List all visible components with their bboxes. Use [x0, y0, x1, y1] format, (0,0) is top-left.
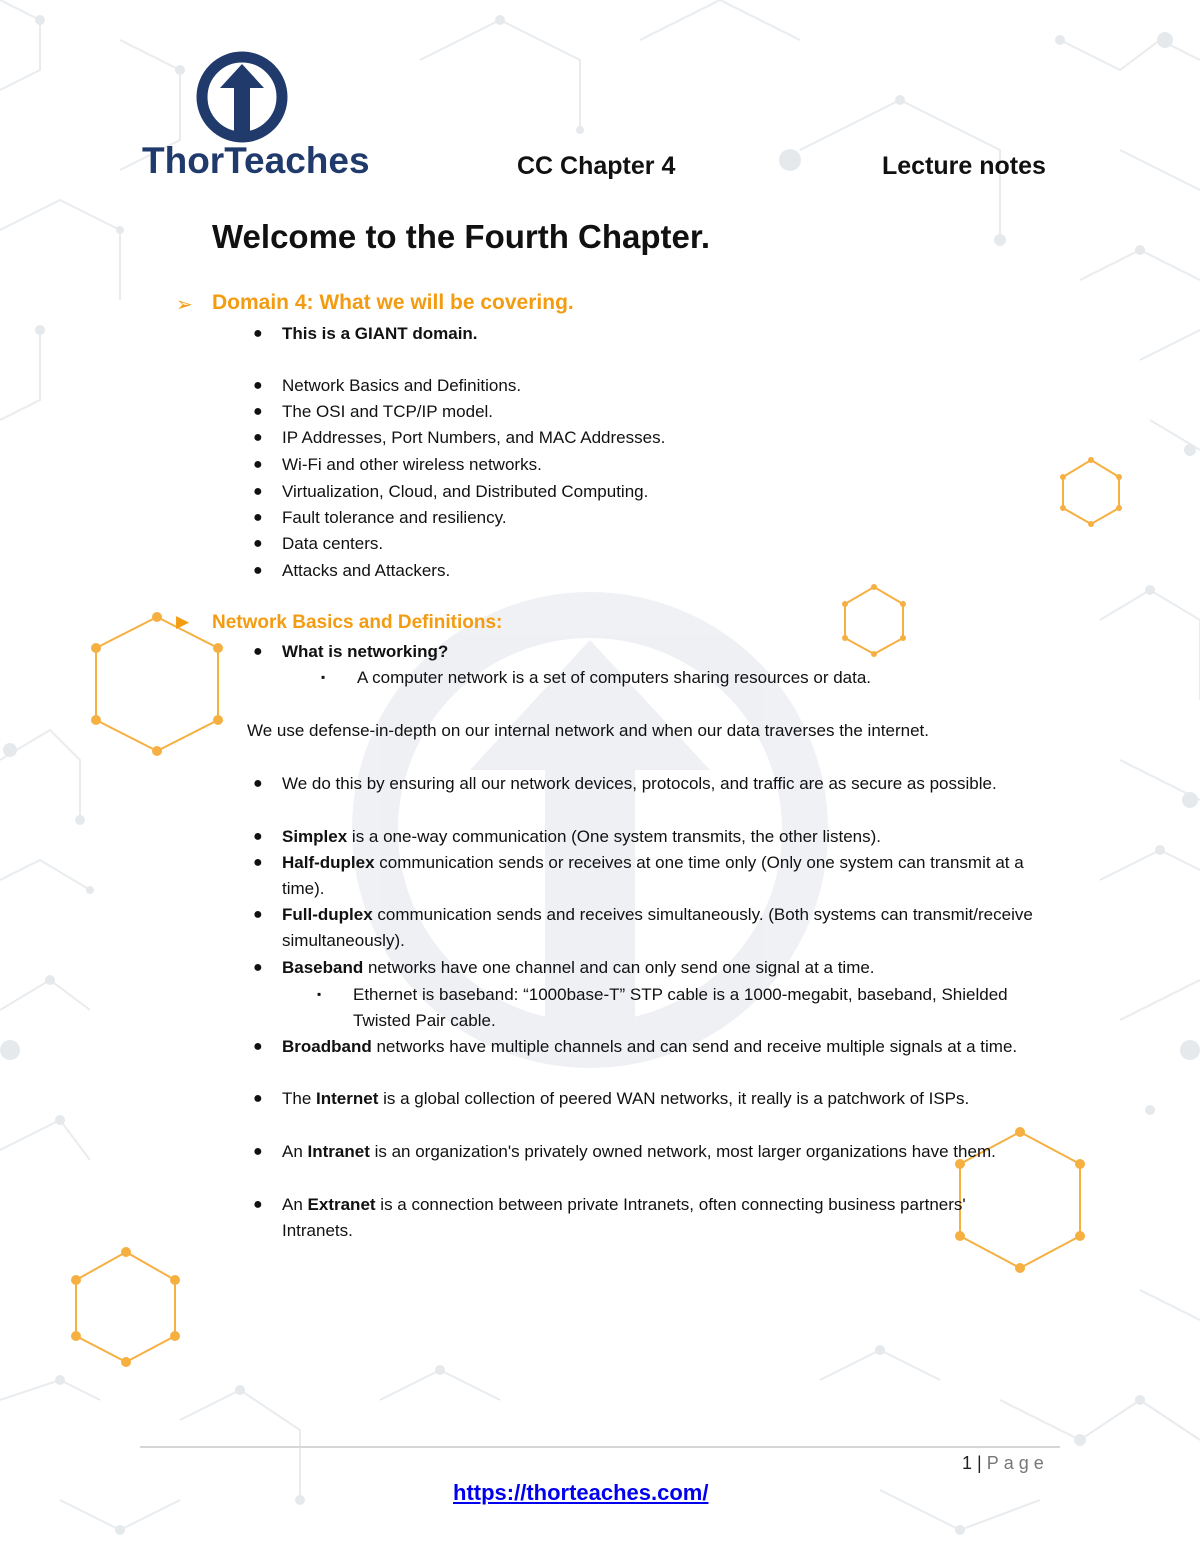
list-item: ● This is a GIANT domain.	[282, 321, 478, 347]
bullet-icon: ●	[253, 509, 263, 526]
list-item: ● What is networking?	[282, 639, 448, 665]
bullet-icon: ●	[253, 828, 263, 845]
list-item: ● Simplex is a one-way communication (One system transmits, the other listens).	[282, 824, 1042, 850]
sub-list-item: ▪ Ethernet is baseband: “1000base-T” STP cable is a 1000-megabit, baseband, Shielded Twisted Pair cable.	[353, 982, 1043, 1034]
list-item: ● Virtualization, Cloud, and Distributed Computing.	[282, 479, 648, 505]
bullet-icon: ●	[253, 429, 263, 446]
arrow-bullet-icon: ➢	[176, 294, 193, 316]
list-item: ● Half-duplex communication sends or receives at one time only (Only one system can transmit at a time).	[282, 850, 1042, 902]
bullet-icon: ●	[253, 562, 263, 579]
bullet-icon: ●	[253, 535, 263, 552]
list-item: ● Data centers.	[282, 531, 383, 557]
list-item: ● Fault tolerance and resiliency.	[282, 505, 507, 531]
bullet-icon: ●	[253, 377, 263, 394]
bullet-icon: ●	[253, 456, 263, 473]
bullet-icon: ●	[253, 1090, 263, 1107]
bullet-icon: ●	[253, 959, 263, 976]
bullet-icon: ●	[253, 906, 263, 923]
chapter-label: CC Chapter 4	[517, 152, 676, 180]
list-item: ● The OSI and TCP/IP model.	[282, 399, 493, 425]
list-item: ● Wi-Fi and other wireless networks.	[282, 452, 542, 478]
logo-text: ThorTeaches	[142, 140, 370, 181]
website-link[interactable]: https://thorteaches.com/	[453, 1480, 709, 1505]
square-bullet-icon: ▪	[317, 987, 322, 1001]
section-heading-domain4: ➢ Domain 4: What we will be covering.	[176, 291, 574, 316]
list-item: ● The Internet is a global collection of peered WAN networks, it really is a patchwork of ISPs.	[282, 1086, 1047, 1112]
page-title: Welcome to the Fourth Chapter.	[212, 218, 711, 255]
doc-type-label: Lecture notes	[882, 152, 1046, 180]
list-item: ● Attacks and Attackers.	[282, 558, 450, 584]
list-item: ● Broadband networks have multiple channels and can send and receive multiple signals at a time.	[282, 1034, 1052, 1060]
bullet-icon: ●	[253, 854, 263, 871]
list-item: ● Full-duplex communication sends and receives simultaneously. (Both systems can transmit/receive simultaneously).	[282, 902, 1042, 954]
list-item: ● An Intranet is an organization's privately owned network, most larger organizations have them.	[282, 1139, 1027, 1165]
up-arrow-circle-icon	[140, 50, 380, 145]
list-item: ● An Extranet is a connection between private Intranets, often connecting business partners' Intranets.	[282, 1192, 1017, 1244]
thorteaches-logo	[140, 50, 380, 185]
bullet-icon: ●	[253, 775, 263, 792]
list-item: ● Network Basics and Definitions.	[282, 373, 521, 399]
footer-divider	[140, 1446, 1060, 1448]
bullet-icon: ●	[253, 1038, 263, 1055]
bullet-icon: ●	[253, 643, 263, 660]
bullet-icon: ●	[253, 403, 263, 420]
bullet-icon: ●	[253, 1196, 263, 1213]
sub-list-item: ▪ A computer network is a set of computers sharing resources or data.	[357, 665, 871, 691]
bullet-icon: ●	[253, 325, 263, 342]
bullet-icon: ●	[253, 483, 263, 500]
paragraph: We use defense-in-depth on our internal network and when our data traverses the internet.	[247, 721, 929, 740]
triangle-bullet-icon: ▶	[176, 612, 190, 631]
list-item: ● IP Addresses, Port Numbers, and MAC Addresses.	[282, 425, 665, 451]
section-heading-network-basics: ▶ Network Basics and Definitions:	[176, 612, 503, 633]
list-item: ● We do this by ensuring all our network devices, protocols, and traffic are as secure as possible.	[282, 771, 1042, 797]
bullet-icon: ●	[253, 1143, 263, 1160]
square-bullet-icon: ▪	[321, 670, 326, 684]
page-number: 1 | Page	[962, 1453, 1049, 1473]
list-item: ● Baseband networks have one channel and can only send one signal at a time.	[282, 955, 1042, 981]
